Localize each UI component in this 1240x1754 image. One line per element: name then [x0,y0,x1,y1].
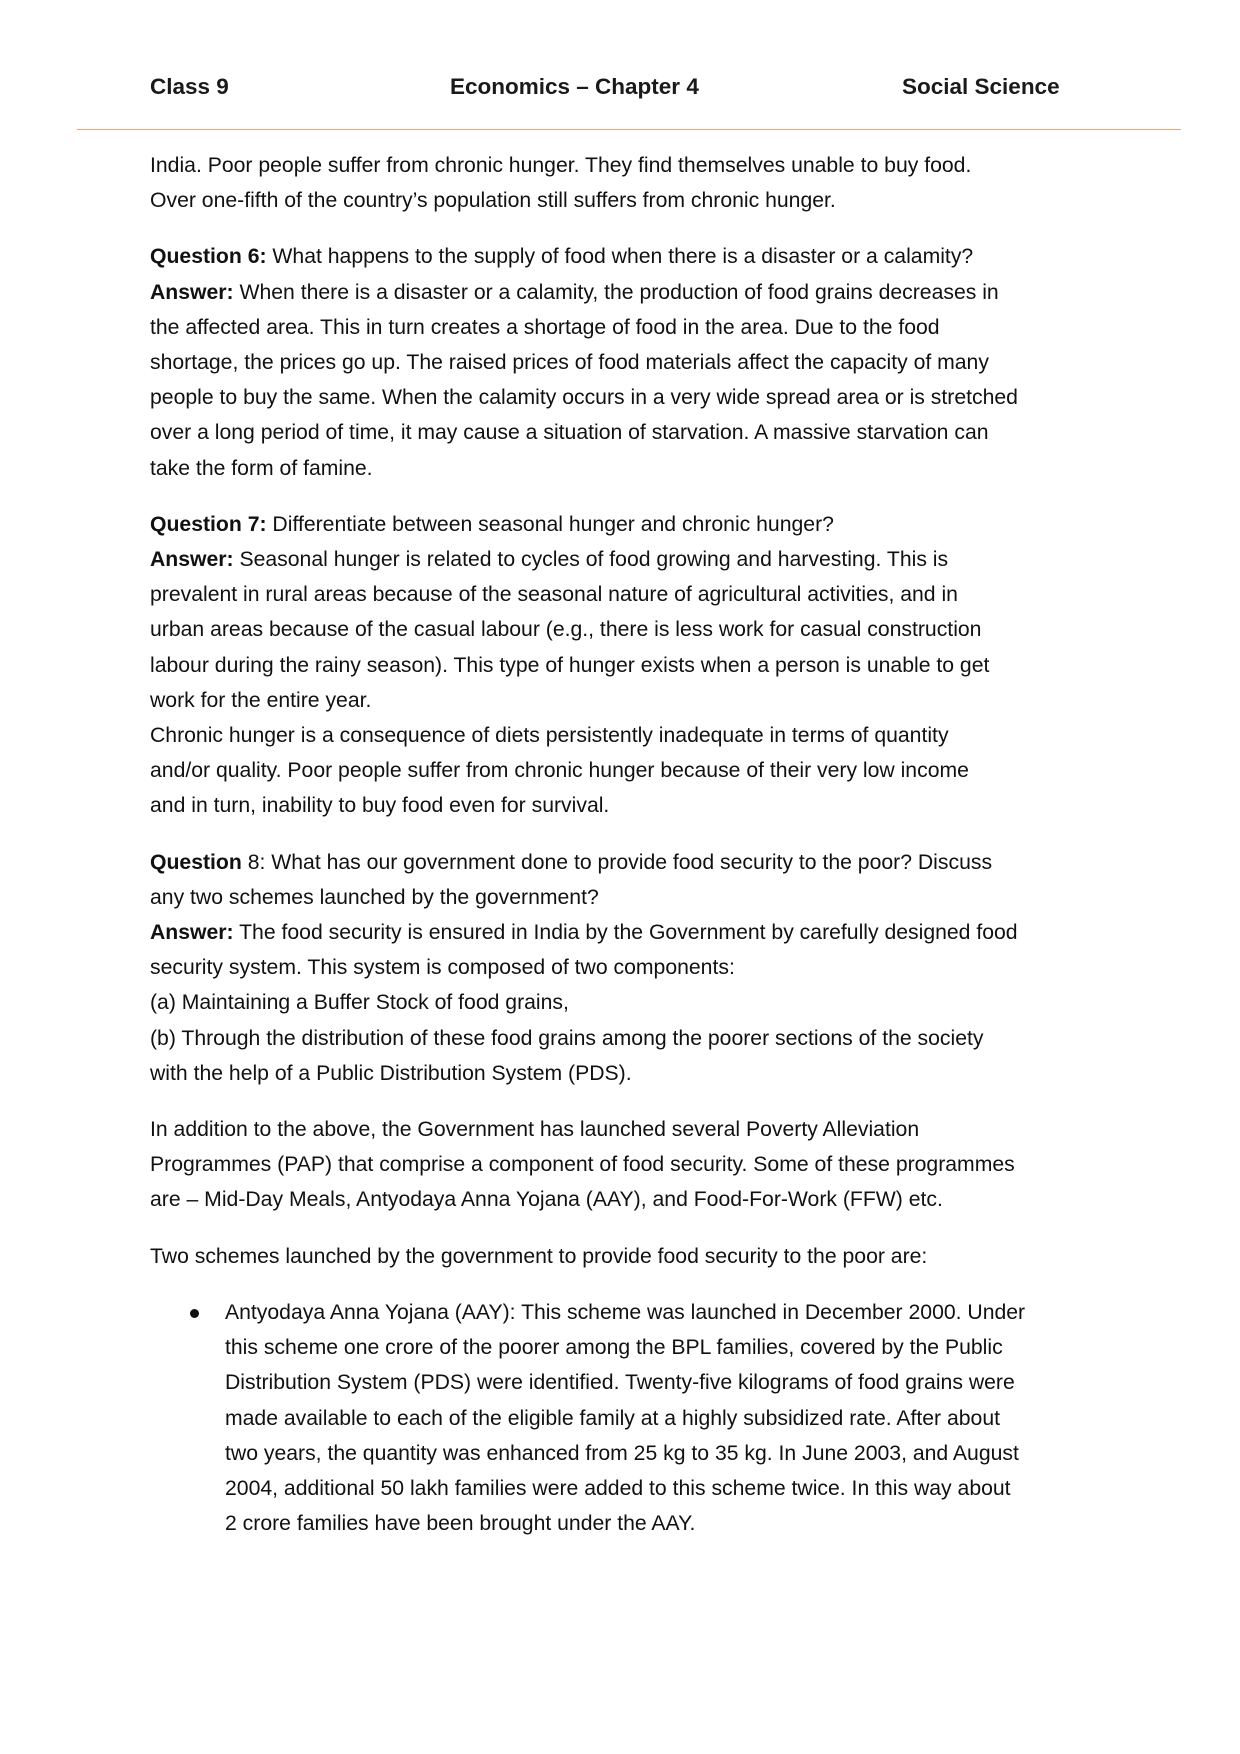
intro-paragraph [150,148,1100,218]
text-line: 2004, additional 50 lakh families were added to this scheme twice. In this way about [225,1476,1011,1500]
text-line: Programmes (PAP) that comprise a component of food security. Some of these programmes [150,1153,1015,1177]
page-header [150,74,1060,108]
text-line: labour during the rainy season). This type of hunger exists when a person is unable to get [150,653,990,677]
question-6 [150,239,1100,274]
answer-label: Answer: [150,280,234,304]
header-divider [77,129,1181,130]
text-line: take the form of famine. [150,456,373,480]
schemes-intro-paragraph [150,1239,1100,1274]
answer-label: Answer: [150,921,234,945]
text-line: In addition to the above, the Government has launched several Poverty Alleviation [150,1118,920,1142]
question-label: Question 7: [150,512,267,536]
question-6-block [150,239,1100,485]
text-line: India. Poor people suffer from chronic hunger. They find themselves unable to buy food. [150,154,972,177]
page-content [150,148,1100,1541]
text-line: security system. This system is composed of two components: [150,956,735,980]
header-subject: Social Science [902,74,1060,99]
pap-paragraph [150,1112,1100,1218]
text-line: people to buy the same. When the calamity occurs in a very wide spread area or is stretched [150,386,1018,410]
text-line: over a long period of time, it may cause a situation of starvation. A massive starvation can [150,421,989,445]
text-line: (a) Maintaining a Buffer Stock of food grains, [150,991,569,1015]
text-line: two years, the quantity was enhanced from 25 kg to 35 kg. In June 2003, and August [225,1441,1019,1465]
question-8-block [150,845,1100,1091]
answer-text: Seasonal hunger is related to cycles of food growing and harvesting. This is [233,548,949,572]
text-line: Chronic hunger is a consequence of diets persistently inadequate in terms of quantity [150,724,949,748]
question-7-block [150,507,1100,824]
header-class: Class 9 [150,74,229,99]
text-line: and in turn, inability to buy food even for survival. [150,794,610,818]
text-line: work for the entire year. [150,688,372,712]
text-line: Two schemes launched by the government to provide food security to the poor are: [150,1244,928,1268]
question-text: What happens to the supply of food when there is a disaster or a calamity? [266,245,974,269]
question-label: Question [150,850,242,874]
text-line: any two schemes launched by the government? [150,885,599,909]
question-text: Differentiate between seasonal hunger and chronic hunger? [266,512,834,536]
text-line: Antyodaya Anna Yojana (AAY): This scheme was launched in December 2000. Under [225,1300,1026,1324]
question-text: 8: What has our government done to provide food security to the poor? Discuss [241,850,993,874]
question-8 [150,845,1100,880]
text-line: and/or quality. Poor people suffer from chronic hunger because of their very low income [150,759,969,783]
answer-label: Answer: [150,548,234,572]
text-line: are – Mid-Day Meals, Antyodaya Anna Yojana (AAY), and Food-For-Work (FFW) etc. [150,1188,943,1212]
text-line: (b) Through the distribution of these food grains among the poorer sections of the society [150,1026,984,1050]
bullet-list-item [150,1295,1100,1541]
answer-6 [150,275,1100,310]
answer-text: When there is a disaster or a calamity, the production of food grains decreases in [233,280,999,304]
bullet-icon [190,1309,199,1318]
text-line: prevalent in rural areas because of the seasonal nature of agricultural activities, and in [150,583,958,607]
question-7 [150,507,1100,542]
answer-8 [150,915,1100,950]
text-line: this scheme one crore of the poorer among the BPL families, covered by the Public [225,1336,1003,1360]
text-line: Over one-fifth of the country’s population still suffers from chronic hunger. [150,189,836,213]
answer-text: The food security is ensured in India by the Government by carefully designed food [233,921,1018,945]
answer-7 [150,542,1100,577]
text-line: shortage, the prices go up. The raised prices of food materials affect the capacity of many [150,351,989,375]
question-label: Question 6: [150,245,267,269]
text-line: 2 crore families have been brought under the AAY. [225,1512,696,1536]
header-chapter: Economics – Chapter 4 [450,74,699,99]
text-line: urban areas because of the casual labour (e.g., there is less work for casual construction [150,618,982,642]
text-line: made available to each of the eligible family at a highly subsidized rate. After about [225,1406,1000,1430]
text-line: the affected area. This in turn creates a shortage of food in the area. Due to the food [150,315,940,339]
text-line: with the help of a Public Distribution System (PDS). [150,1061,632,1085]
text-line: Distribution System (PDS) were identified. Twenty-five kilograms of food grains were [225,1371,1015,1395]
